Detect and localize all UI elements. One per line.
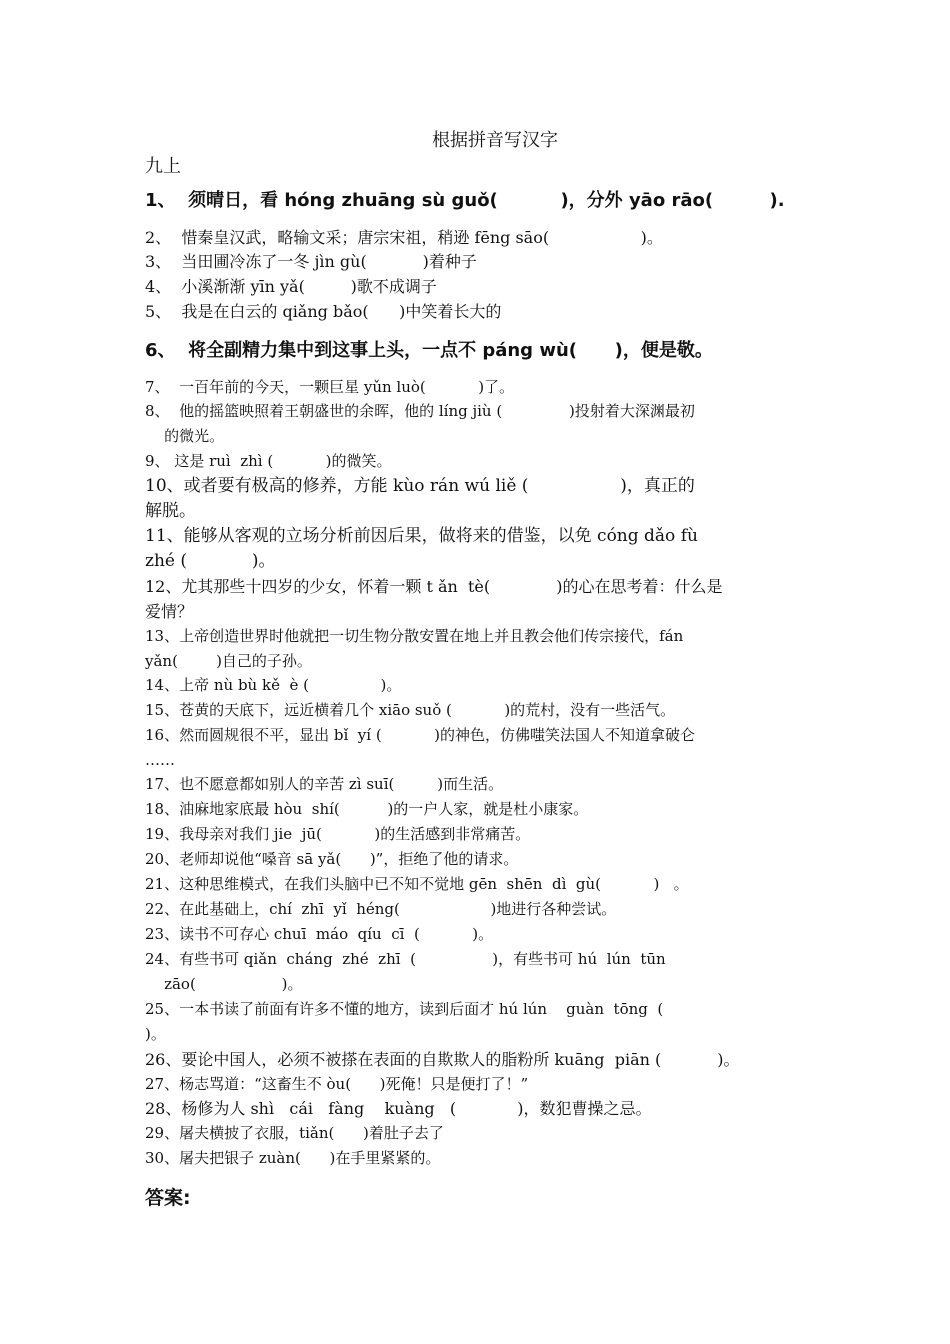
question-text: 将全副精力集中到这事上头，一点不 páng wù( )，便是敬。	[175, 340, 713, 361]
question-text: 尤其那些十四岁的少女，怀着一颗 t ǎn tè( )的心在思考着：什么是 爱情？	[145, 577, 723, 621]
question-item	[145, 997, 785, 1047]
question-text: 一百年前的今天，一颗巨星 yǔn luò( )了。	[169, 378, 515, 396]
question-text: 一本书读了前面有许多不懂的地方，读到后面才 hú lún guàn tōng ( )。	[145, 1000, 664, 1043]
question-number: 1、	[145, 190, 176, 211]
question-number: 5、	[145, 302, 172, 321]
question-text: 他的摇篮映照着王朝盛世的余晖，他的 líng jiù ( )投射着大深渊最初 的微光。	[164, 402, 695, 445]
question-number: 14、	[145, 676, 180, 694]
question-item	[145, 947, 785, 997]
question-number: 20、	[145, 850, 180, 868]
question-text: 油麻地家底最 hòu shí( )的一户人家，就是杜小康家。	[179, 800, 589, 818]
question-text: 这是 ruì zhì ( )的微笑。	[169, 452, 392, 470]
question-item	[145, 1047, 785, 1072]
question-text: 读书不可存心 chuī máo qíu cī ( )。	[179, 925, 494, 943]
question-item	[145, 225, 785, 250]
question-text: 小溪渐渐 yīn yǎ( )歌不成调子	[171, 277, 437, 296]
question-item	[145, 872, 785, 897]
question-item	[145, 274, 785, 299]
question-item	[145, 847, 785, 872]
question-number: 17、	[145, 775, 180, 793]
question-item	[145, 822, 785, 847]
question-number: 23、	[145, 925, 180, 943]
question-number: 16、	[145, 726, 180, 744]
section-subtitle: 九上	[145, 156, 181, 177]
question-text: 惜秦皇汉武，略输文采；唐宗宋祖，稍逊 fēng sāo( )。	[171, 228, 663, 247]
question-item	[145, 624, 785, 674]
question-item	[145, 1072, 785, 1097]
question-item	[145, 338, 785, 363]
question-item	[145, 1096, 785, 1121]
question-text: 杨修为人 shì cái fàng kuàng ( )，数犯曹操之忌。	[181, 1099, 652, 1118]
question-number: 18、	[145, 800, 180, 818]
question-number: 7、	[145, 378, 170, 396]
question-item	[145, 524, 785, 574]
question-text: 上帝 nù bù kě è ( )。	[179, 676, 402, 694]
question-text: 上帝创造世界时他就把一切生物分散安置在地上并且教会他们传宗接代，fán yǎn( )自己的子孙。	[145, 627, 684, 670]
question-number: 24、	[145, 950, 180, 968]
question-number: 8、	[145, 402, 170, 420]
question-item	[145, 673, 785, 698]
question-number: 10、	[145, 476, 184, 496]
question-number: 22、	[145, 900, 180, 918]
answer-heading: 答案:	[145, 1187, 191, 1209]
question-number: 28、	[145, 1099, 182, 1118]
question-number: 12、	[145, 577, 182, 596]
question-number: 3、	[145, 252, 172, 271]
question-number: 2、	[145, 228, 172, 247]
question-number: 25、	[145, 1000, 180, 1018]
question-number: 9、	[145, 452, 170, 470]
question-item	[145, 1146, 785, 1171]
question-item	[145, 399, 785, 449]
question-text: 我是在白云的 qiǎng bǎo( )中笑着长大的	[171, 302, 502, 321]
question-text: 这种思维模式，在我们头脑中已不知不觉地 gēn shēn dì gù( ) 。	[179, 875, 689, 893]
question-number: 15、	[145, 701, 180, 719]
question-text: 也不愿意都如别人的辛苦 zì suī( )而生活。	[179, 775, 504, 793]
question-text: 苍黄的天底下，远近横着几个 xiāo suǒ ( )的荒村，没有一些活气。	[179, 701, 676, 719]
question-item	[145, 375, 785, 400]
question-text: 当田圃冷冻了一冬 jìn gù( )着种子	[171, 252, 477, 271]
question-text: 能够从客观的立场分析前因后果，做将来的借鉴，以免 cóng dǎo fù zhé ( )。	[145, 526, 698, 571]
question-item	[145, 299, 785, 324]
question-item	[145, 1121, 785, 1146]
page-title: 根据拼音写汉字	[432, 130, 558, 151]
question-number: 13、	[145, 627, 180, 645]
question-item	[145, 574, 785, 624]
question-number: 11、	[145, 526, 184, 546]
question-text: 杨志骂道：“这畜生不 òu( )死俺！只是便打了！”	[179, 1075, 529, 1093]
question-text: 有些书可 qiǎn cháng zhé zhī ( )，有些书可 hú lún tūn zāo( )。	[164, 950, 666, 993]
question-item	[145, 723, 785, 773]
question-number: 19、	[145, 825, 180, 843]
question-number: 30、	[145, 1149, 180, 1167]
question-number: 21、	[145, 875, 180, 893]
question-number: 6、	[145, 340, 176, 361]
question-text: 须晴日，看 hóng zhuāng sù guǒ( )，分外 yāo rāo( ).	[175, 190, 785, 211]
question-item	[145, 474, 785, 524]
question-number: 27、	[145, 1075, 180, 1093]
question-item	[145, 698, 785, 723]
question-text: 或者要有极高的修养，方能 kùo rán wú liě ( )，真正的 解脱。	[145, 476, 695, 521]
question-text: 在此基础上，chí zhī yǐ héng( )地进行各种尝试。	[179, 900, 617, 918]
question-number: 29、	[145, 1124, 180, 1142]
question-item	[145, 449, 785, 474]
question-item	[145, 188, 785, 213]
question-text: 老师却说他“嗓音 sā yǎ( )”，拒绝了他的请求。	[179, 850, 519, 868]
question-text: 要论中国人，必须不被搽在表面的自欺欺人的脂粉所 kuāng piān ( )。	[181, 1050, 740, 1069]
question-number: 26、	[145, 1050, 182, 1069]
question-text: 屠夫横披了衣服，tiǎn( )着肚子去了	[179, 1124, 444, 1142]
question-item	[145, 249, 785, 274]
question-number: 4、	[145, 277, 172, 296]
question-text: 我母亲对我们 jie jū( )的生活感到非常痛苦。	[179, 825, 531, 843]
question-text: 屠夫把银子 zuàn( )在手里紧紧的。	[179, 1149, 441, 1167]
question-text: 然而圆规很不平，显出 bǐ yí ( )的神色，仿佛嗤笑法国人不知道拿破仑 ……	[145, 726, 695, 769]
question-item	[145, 797, 785, 822]
question-item	[145, 772, 785, 797]
question-item	[145, 897, 785, 922]
question-item	[145, 922, 785, 947]
